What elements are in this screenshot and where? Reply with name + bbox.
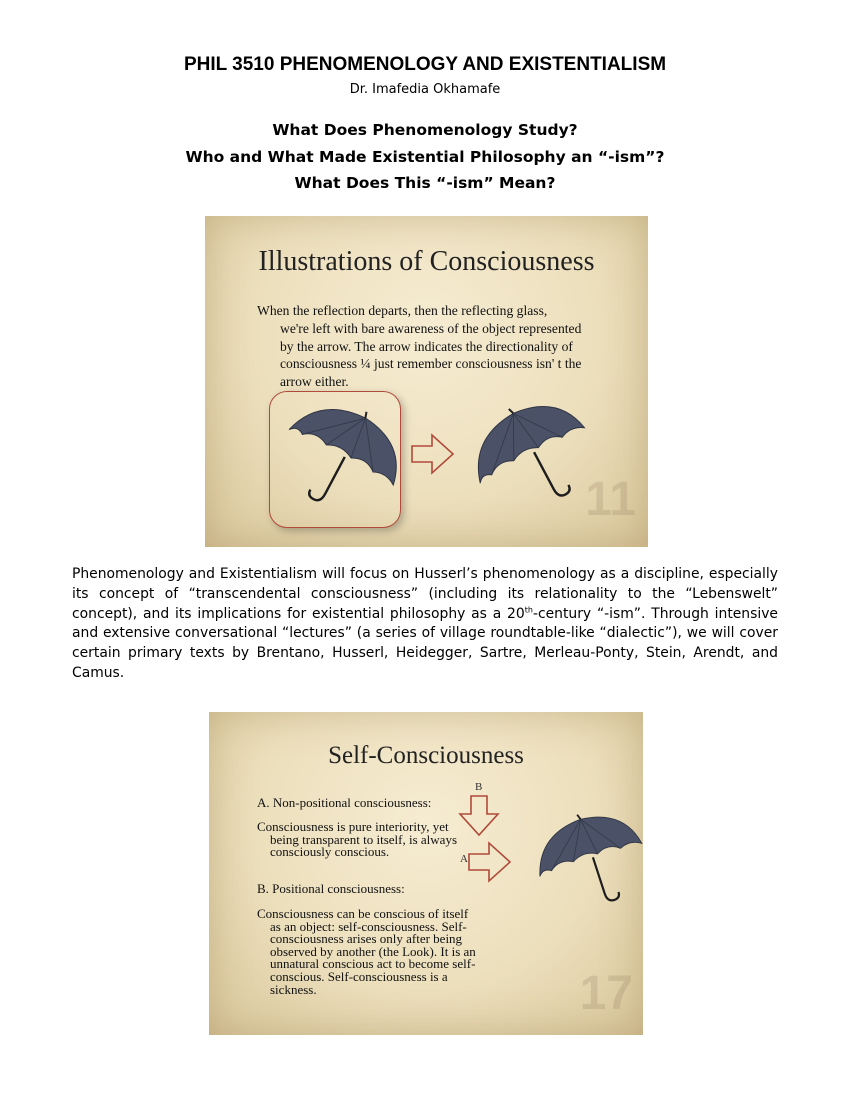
slide-illustrations-of-consciousness <box>205 216 648 547</box>
positional-text: Consciousness can be conscious of itself as an object: self-consciousness. Self-consciousness arises only after being observed by another (the Look). It is an unnatural conscious act to become self-conscious. Self-consciousness is a sickness. <box>257 906 476 997</box>
right-arrow-icon <box>410 432 456 476</box>
right-arrow-icon <box>467 840 513 884</box>
course-description <box>72 565 778 684</box>
instructor-name: Dr. Imafedia Okhamafe <box>349 82 501 97</box>
question-3: What Does This “-ism” Mean? <box>294 174 556 192</box>
label-a: A <box>460 853 468 865</box>
description-part-2: -century “-ism”. Through intensive and extensive conversational “lectures” (a series of village roundtable-like “dialectic”), we will cover certain primary texts by Brentano, Husserl, Heidegger, Sartre, Merleau-Ponty, Stein, Arendt, and Camus. <box>72 605 778 681</box>
umbrella-icon <box>467 404 597 514</box>
ordinal-superscript: th <box>524 604 533 614</box>
question-1: What Does Phenomenology Study? <box>272 121 578 139</box>
slide-self-consciousness <box>209 712 643 1035</box>
slide-body-line-2: we're left with bare awareness of the object represented by the arrow. The arrow indicates the directionality of consciousness ¼ just remember consciousness isn' t the arrow either. <box>280 320 582 390</box>
umbrella-icon <box>531 808 643 918</box>
label-b: B <box>475 781 483 793</box>
description-part-1: Phenomenology and Existentialism will focus on Husserl’s phenomenology as a discipline, especially its concept of “transcendental consciousness” (including its relationality to the “Lebenswelt” concept), and its implications for existential philosophy as a 20 <box>72 566 778 622</box>
slide-number: 17 <box>579 967 633 1020</box>
non-positional-heading: A. Non-positional consciousness: <box>257 795 432 810</box>
positional-heading: B. Positional consciousness: <box>257 881 405 896</box>
slide-body-text <box>257 302 597 391</box>
slide-number: 11 <box>585 473 636 526</box>
down-arrow-icon <box>457 794 501 838</box>
umbrella-icon <box>273 404 403 514</box>
course-title: PHIL 3510 PHENOMENOLOGY AND EXISTENTIALISM <box>183 54 667 75</box>
slide-body-line-1: When the reflection departs, then the reflecting glass, <box>257 303 548 318</box>
question-2: Who and What Made Existential Philosophy an “-ism”? <box>185 148 665 166</box>
slide-title: Illustrations of Consciousness <box>258 246 595 277</box>
non-positional-text: Consciousness is pure interiority, yet being transparent to itself, is always consciously conscious. <box>257 819 458 860</box>
slide-title: Self-Consciousness <box>328 742 524 769</box>
